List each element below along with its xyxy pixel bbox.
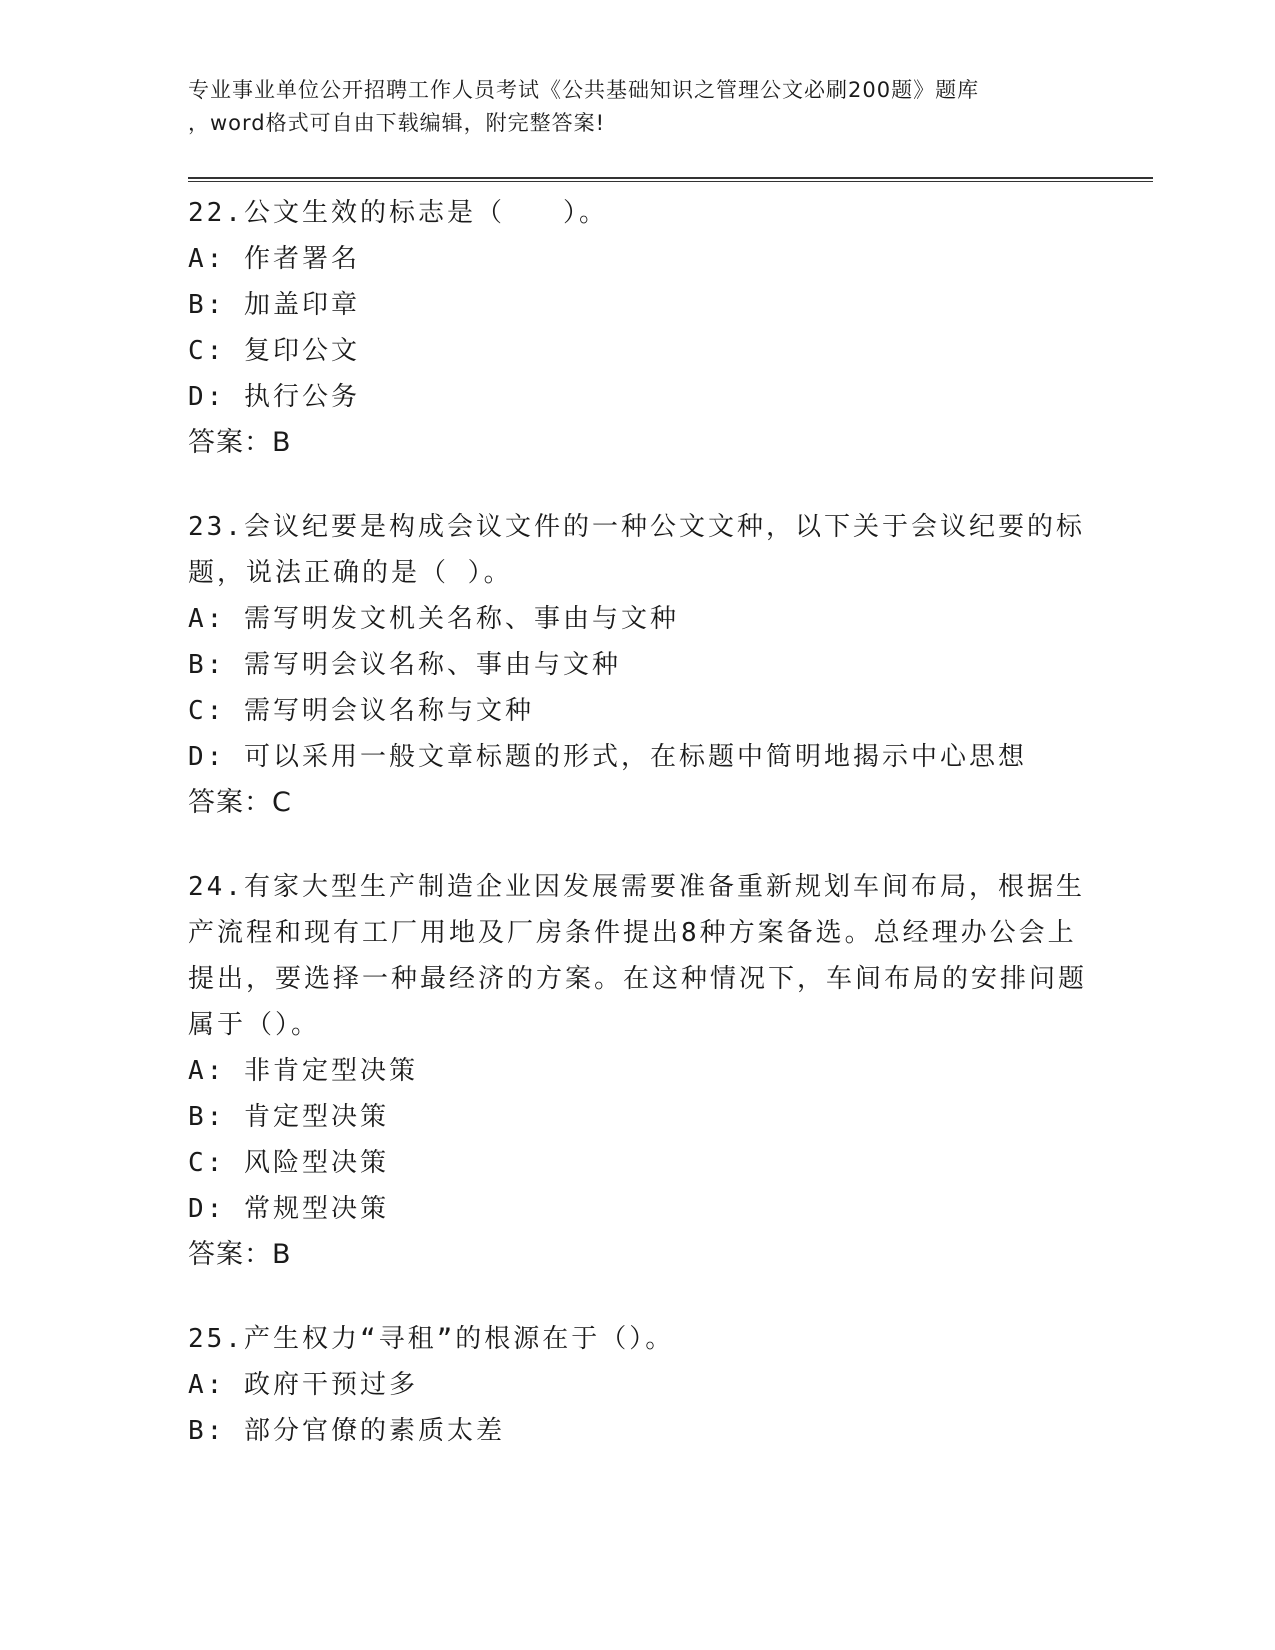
question-list <box>188 190 1088 1492</box>
question-22 <box>188 190 1088 466</box>
option-c: C: 风险型决策 <box>188 1148 389 1178</box>
option-a: A: 非肯定型决策 <box>188 1056 418 1086</box>
header-rule-thin <box>188 181 1153 182</box>
option-c: C: 复印公文 <box>188 336 360 366</box>
option-d: D: 执行公务 <box>188 382 360 412</box>
option-a: A: 作者署名 <box>188 244 360 274</box>
answer: 答案：B <box>188 427 292 458</box>
question-text: 23.会议纪要是构成会议文件的一种公文文种，以下关于会议纪要的标题，说法正确的是（ ）。 <box>188 512 1085 588</box>
option-d: D: 常规型决策 <box>188 1194 389 1224</box>
answer: 答案：C <box>188 787 292 818</box>
option-a: A: 需写明发文机关名称、事由与文种 <box>188 604 679 634</box>
question-text: 22.公文生效的标志是（ ）。 <box>188 198 608 228</box>
question-text: 24.有家大型生产制造企业因发展需要准备重新规划车间布局，根据生产流程和现有工厂用地及厂房条件提出8种方案备选。总经理办公会上提出，要选择一种最经济的方案。在这种情况下，车间布局的安排问题属于（）。 <box>188 872 1088 1040</box>
question-text: 25.产生权力“寻租”的根源在于（）。 <box>188 1324 675 1354</box>
header-rule-thick <box>188 177 1153 179</box>
question-23 <box>188 504 1088 826</box>
document-header <box>188 74 1088 140</box>
option-b: B: 肯定型决策 <box>188 1102 389 1132</box>
question-25 <box>188 1316 1088 1454</box>
option-c: C: 需写明会议名称与文种 <box>188 696 534 726</box>
answer: 答案：B <box>188 1239 292 1270</box>
header-line-2: ，word格式可自由下载编辑，附完整答案! <box>188 111 606 135</box>
option-d: D: 可以采用一般文章标题的形式，在标题中简明地揭示中心思想 <box>188 742 1027 772</box>
option-b: B: 部分官僚的素质太差 <box>188 1416 505 1446</box>
option-b: B: 加盖印章 <box>188 290 360 320</box>
question-24 <box>188 864 1088 1278</box>
option-b: B: 需写明会议名称、事由与文种 <box>188 650 621 680</box>
option-a: A: 政府干预过多 <box>188 1370 418 1400</box>
header-line-1: 专业事业单位公开招聘工作人员考试《公共基础知识之管理公文必刷200题》题库 <box>188 78 980 102</box>
